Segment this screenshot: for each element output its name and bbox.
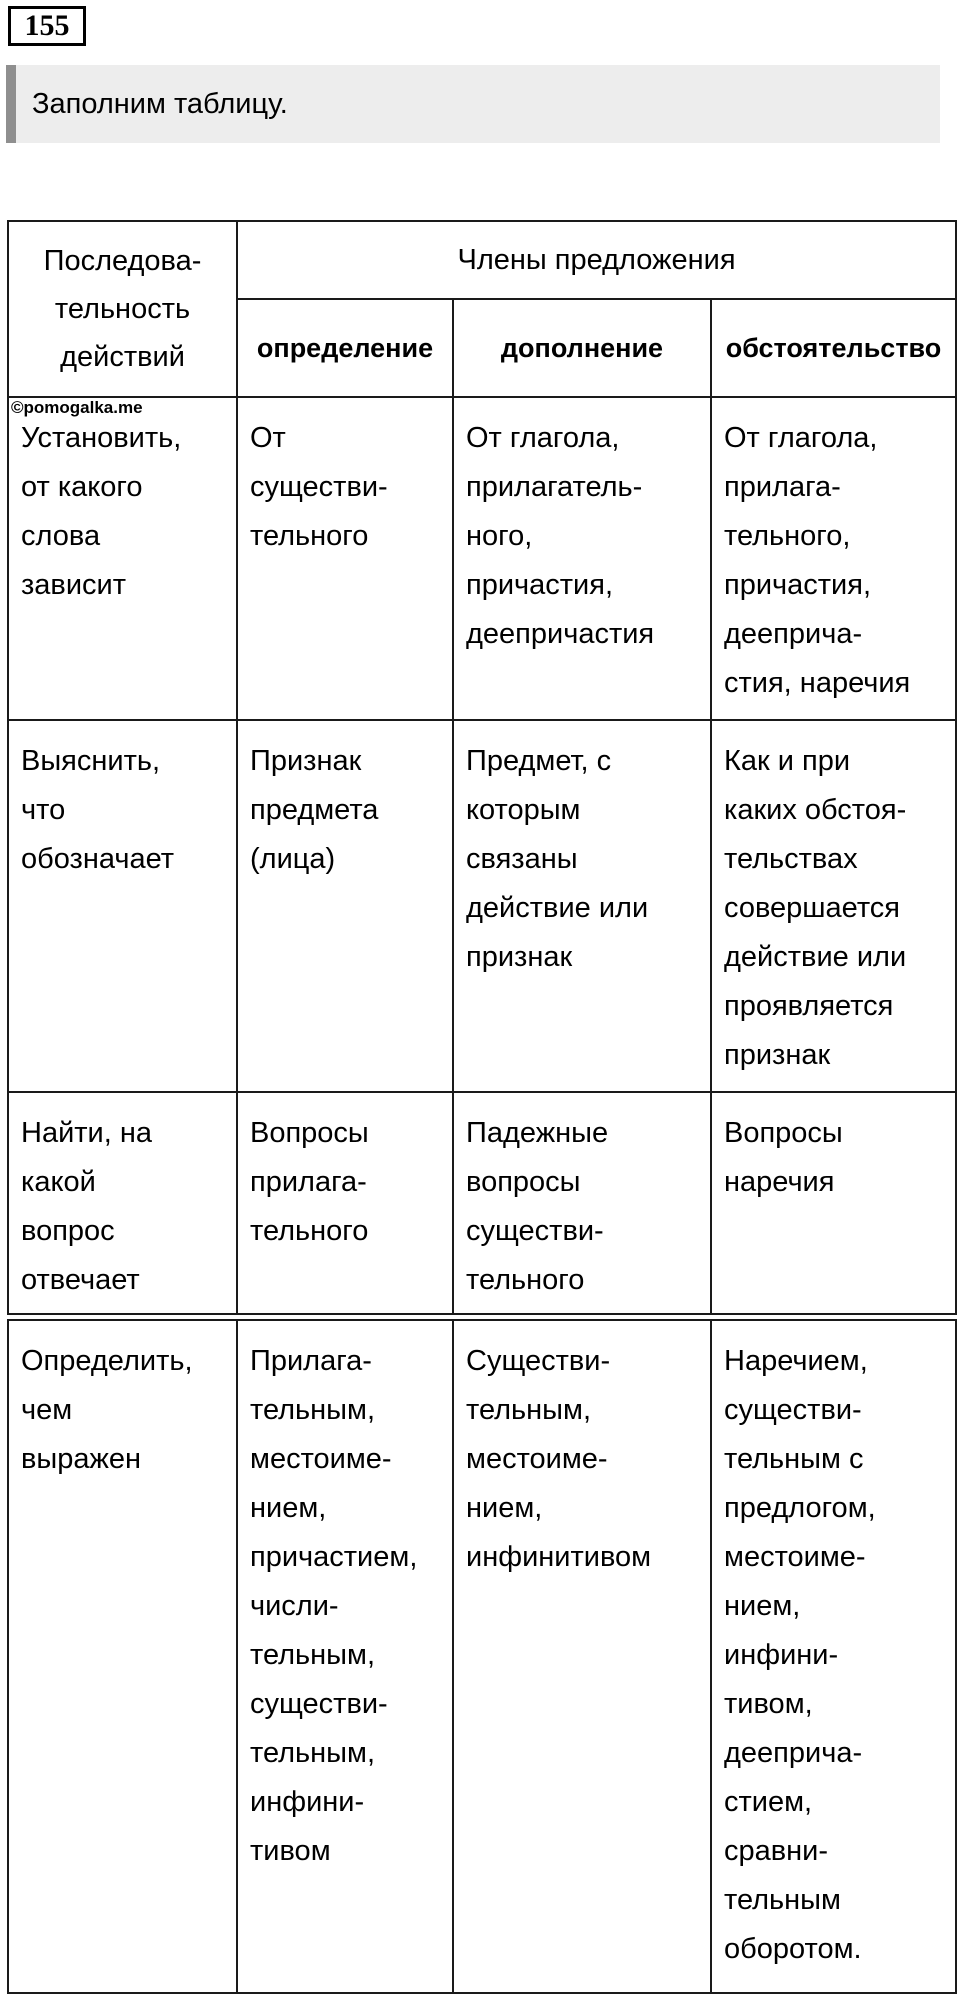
- cell-circumstance: [711, 1092, 956, 1314]
- cell-object: [453, 720, 711, 1092]
- cell-object: [453, 1320, 711, 1993]
- cell-line: (лица): [250, 843, 336, 875]
- cell-line: От: [250, 422, 286, 454]
- cell-line: обозначает: [21, 843, 175, 875]
- cell-line: Вопросы: [250, 1117, 369, 1149]
- cell-line: местоиме-: [466, 1443, 608, 1475]
- cell-line: причастия,: [466, 569, 614, 601]
- header-sequence-line: действий: [60, 341, 185, 373]
- cell-line: причастием,: [250, 1541, 418, 1573]
- cell-line: стием,: [724, 1786, 813, 1818]
- cell-line: тельным,: [250, 1639, 376, 1671]
- cell-line: стия, наречия: [724, 667, 911, 699]
- cell-circumstance: [711, 720, 956, 1092]
- cell-line: признак: [724, 1039, 831, 1071]
- cell-line: инфинитивом: [466, 1541, 652, 1573]
- header-definition: определение: [237, 299, 453, 397]
- cell-line: Выяснить,: [21, 745, 161, 777]
- cell-line: предлогом,: [724, 1492, 876, 1524]
- cell-line: Найти, на: [21, 1117, 153, 1149]
- cell-line: тивом,: [724, 1688, 813, 1720]
- cell-line: Прилага-: [250, 1345, 372, 1377]
- cell-line: тельного: [250, 520, 369, 552]
- cell-line: вопрос: [21, 1215, 115, 1247]
- table-row: [8, 1092, 956, 1314]
- cell-step: [8, 1320, 237, 1993]
- header-sequence: [8, 221, 237, 397]
- cell-line: нием,: [724, 1590, 801, 1622]
- cell-line: Признак: [250, 745, 362, 777]
- cell-line: деепричастия: [466, 618, 655, 650]
- cell-line: действие или: [466, 892, 649, 924]
- cell-line: существи-: [250, 1688, 388, 1720]
- cell-line: От глагола,: [466, 422, 620, 454]
- cell-line: каких обстоя-: [724, 794, 907, 826]
- cell-line: местоиме-: [724, 1541, 866, 1573]
- cell-line: оборотом.: [724, 1933, 862, 1965]
- cell-line: которым: [466, 794, 581, 826]
- header-sequence-line: Последова-: [43, 245, 202, 277]
- cell-step: [8, 720, 237, 1092]
- cell-line: причастия,: [724, 569, 872, 601]
- cell-definition: [237, 1092, 453, 1314]
- cell-line: существи-: [466, 1215, 604, 1247]
- task-number: 155: [8, 6, 86, 46]
- cell-step: [8, 1092, 237, 1314]
- cell-line: тивом: [250, 1835, 331, 1867]
- cell-line: Наречием,: [724, 1345, 868, 1377]
- cell-circumstance: [711, 397, 956, 720]
- cell-line: тельным с: [724, 1443, 864, 1475]
- intro-text: Заполним таблицу.: [6, 65, 940, 143]
- cell-line: числи-: [250, 1590, 339, 1622]
- table-row: [8, 1320, 956, 1993]
- cell-line: Как и при: [724, 745, 851, 777]
- cell-line: вопросы: [466, 1166, 581, 1198]
- cell-line: тельным,: [466, 1394, 592, 1426]
- cell-line: тельного: [250, 1215, 369, 1247]
- cell-line: тельствах: [724, 843, 858, 875]
- cell-line: наречия: [724, 1166, 835, 1198]
- cell-line: предмета: [250, 794, 379, 826]
- cell-line: тельного,: [724, 520, 851, 552]
- header-object: дополнение: [453, 299, 711, 397]
- cell-line: зависит: [21, 569, 127, 601]
- cell-line: тельным,: [250, 1737, 376, 1769]
- cell-line: от какого: [21, 471, 143, 503]
- cell-line: признак: [466, 941, 573, 973]
- cell-line: что: [21, 794, 66, 826]
- cell-line: тельным,: [250, 1394, 376, 1426]
- watermark: ©pomogalka.me: [11, 398, 143, 417]
- cell-object: [453, 1092, 711, 1314]
- cell-line: тельным: [724, 1884, 841, 1916]
- cell-line: совершается: [724, 892, 901, 924]
- cell-line: дееприча-: [724, 1737, 863, 1769]
- table-continued: [7, 1319, 957, 1994]
- cell-line: инфини-: [250, 1786, 365, 1818]
- table-row: [8, 720, 956, 1092]
- cell-line: проявляется: [724, 990, 894, 1022]
- members-table: [7, 220, 955, 1992]
- cell-definition: [237, 1320, 453, 1993]
- cell-line: связаны: [466, 843, 578, 875]
- table-main: [7, 220, 957, 1315]
- cell-line: От глагола,: [724, 422, 878, 454]
- cell-line: чем: [21, 1394, 73, 1426]
- cell-line: Определить,: [21, 1345, 193, 1377]
- cell-line: Существи-: [466, 1345, 611, 1377]
- cell-line: нием,: [466, 1492, 543, 1524]
- cell-definition: [237, 720, 453, 1092]
- cell-line: Предмет, с: [466, 745, 612, 777]
- cell-line: сравни-: [724, 1835, 829, 1867]
- cell-line: Установить,: [21, 422, 182, 454]
- cell-circumstance: [711, 1320, 956, 1993]
- cell-line: какой: [21, 1166, 96, 1198]
- cell-line: тельного: [466, 1264, 585, 1296]
- cell-line: отвечает: [21, 1264, 140, 1296]
- cell-line: прилага-: [724, 471, 841, 503]
- header-sequence-line: тельность: [54, 293, 191, 325]
- header-circumstance: обстоятельство: [711, 299, 956, 397]
- cell-line: местоиме-: [250, 1443, 392, 1475]
- cell-line: нием,: [250, 1492, 327, 1524]
- cell-line: действие или: [724, 941, 907, 973]
- cell-object: [453, 397, 711, 720]
- cell-step: [8, 397, 237, 720]
- cell-line: инфини-: [724, 1639, 839, 1671]
- cell-line: Вопросы: [724, 1117, 843, 1149]
- cell-line: слова: [21, 520, 101, 552]
- header-members: Члены предложения: [237, 221, 956, 299]
- cell-definition: [237, 397, 453, 720]
- cell-line: выражен: [21, 1443, 142, 1475]
- cell-line: прилагатель-: [466, 471, 643, 503]
- cell-line: существи-: [724, 1394, 862, 1426]
- cell-line: существи-: [250, 471, 388, 503]
- table-row: [8, 397, 956, 720]
- cell-line: прилага-: [250, 1166, 367, 1198]
- cell-line: дееприча-: [724, 618, 863, 650]
- cell-line: Падежные: [466, 1117, 609, 1149]
- cell-line: ного,: [466, 520, 533, 552]
